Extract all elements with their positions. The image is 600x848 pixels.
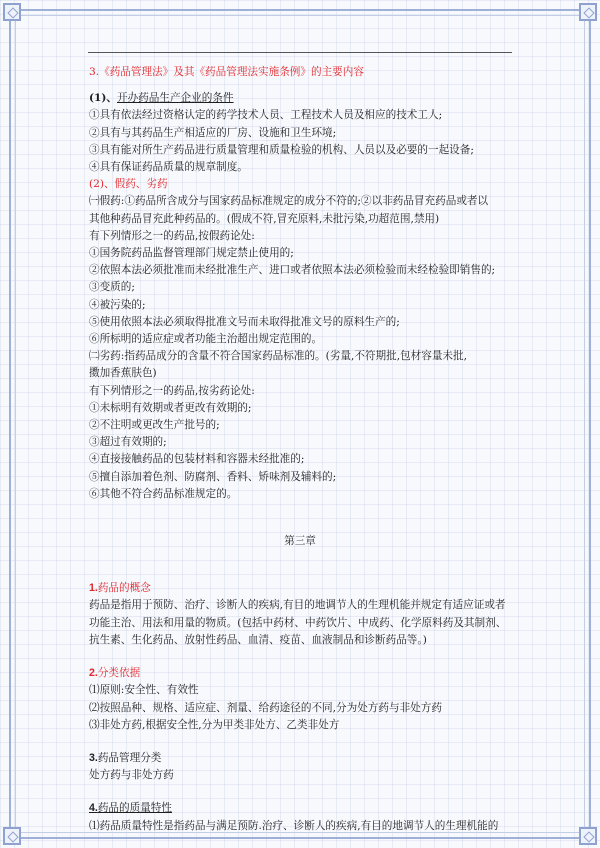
section-heading: [89, 750, 511, 767]
section-heading: [89, 800, 511, 817]
section-heading: [89, 580, 511, 597]
list-item: ⑥其他不符合药品标准规定的。: [89, 487, 238, 500]
subsection-number: (1)、: [89, 92, 117, 105]
list-item: ④具有保证药品质量的规章制度。: [89, 161, 248, 174]
section-number: 1.: [89, 582, 98, 595]
paragraph-line: 药品是指用于预防、治疗、诊断人的疾病,有目的地调节人的生理机能并规定有适应证或者: [89, 599, 506, 612]
subsection-heading: [89, 90, 511, 107]
paragraph-line: ⑴药品质量特性是指药品与满足预防.治疗、诊断人的疾病,有目的地调节人的生理机能的: [89, 819, 499, 832]
paragraph-line: 其他种药品冒充此种药品的。(假成不符,冒充原料,未批污染,功超范围,禁用): [89, 212, 440, 225]
section-heading-text: 分类依据: [97, 667, 141, 680]
list-item: ④被污染的;: [89, 298, 146, 311]
section-heading-text: 药品的质量特性: [97, 802, 172, 815]
paragraph-line: 有下列情形之一的药品,按劣药论处:: [89, 384, 255, 397]
section-number: 3.: [89, 751, 98, 764]
list-item: ⑶非处方药,根据安全性,分为甲类非处方、乙类非处方: [89, 718, 340, 731]
chapter-title: 第三章: [284, 535, 316, 548]
paragraph-line: ㈡劣药:指药品成分的含量不符合国家药品标准的。(劣量,不符期批,包材容量未批,: [89, 350, 467, 363]
list-item: ⑵按照品种、规格、适应症、剂量、给药途径的不同,分为处方药与非处方药: [89, 701, 442, 714]
section-title: 3.《药品管理法》及其《药品管理法实施条例》的主要内容: [89, 66, 364, 78]
section-heading-text: 药品管理分类: [97, 751, 162, 764]
list-item: ②具有与其药品生产相适应的厂房、设施和卫生环境;: [89, 126, 337, 139]
corner-ornament-icon: [3, 3, 21, 21]
header-divider: [88, 52, 512, 53]
list-item: ⑴原则:安全性、有效性: [89, 684, 199, 697]
paragraph-line: 抗生素、生化药品、放射性药品、血清、疫苗、血液制品和诊断药品等。): [89, 633, 427, 646]
subsection-heading: (2)、假药、劣药: [89, 178, 168, 191]
corner-ornament-icon: [3, 827, 21, 845]
list-item: ①未标明有效期或者更改有效期的;: [89, 401, 252, 414]
section-heading-text: 药品的概念: [97, 582, 151, 595]
list-item: ①国务院药品监督管理部门规定禁止使用的;: [89, 247, 294, 260]
paragraph-line: 有下列情形之一的药品,按假药论处:: [89, 229, 255, 242]
paragraph-line: 处方药与非处方药: [89, 769, 174, 782]
corner-ornament-icon: [579, 3, 597, 21]
document-body: [89, 64, 511, 835]
subsection-title: 开办药品生产企业的条件: [117, 92, 234, 105]
section-number: 4.: [89, 802, 98, 815]
paragraph-line: ㈠假药:①药品所含成分与国家药品标准规定的成分不符的;②以非药品冒充药品或者以: [89, 195, 489, 208]
list-item: ③变质的;: [89, 281, 135, 294]
list-item: ③具有能对所生产药品进行质量管理和质量检验的机构、人员以及必要的一起设备;: [89, 143, 474, 156]
paragraph-line: 功能主治、用法和用量的物质。(包括中药材、中药饮片、中成药、化学原料药及其制剂、: [89, 616, 507, 629]
list-item: ⑤使用依照本法必须取得批准文号而未取得批准文号的原料生产的;: [89, 315, 400, 328]
list-item: ⑥所标明的适应症或者功能主治超出规定范围的。: [89, 333, 323, 346]
list-item: ①具有依法经过资格认定的药学技术人员、工程技术人员及相应的技术工人;: [89, 109, 443, 122]
section-heading: [89, 665, 511, 682]
section-number: 2.: [89, 667, 98, 680]
list-item: ②依照本法必须批准而未经批准生产、进口或者依照本法必须检验而未经检验即销售的;: [89, 264, 496, 277]
corner-ornament-icon: [579, 827, 597, 845]
list-item: ④直接接触药品的包装材料和容器未经批准的;: [89, 453, 305, 466]
list-item: ③超过有效期的;: [89, 436, 167, 449]
paragraph-line: 擞加香蕉肤色): [89, 367, 157, 380]
list-item: ②不注明或更改生产批号的;: [89, 419, 220, 432]
list-item: ⑤擅自添加着色剂、防腐剂、香料、矫味剂及辅料的;: [89, 470, 337, 483]
